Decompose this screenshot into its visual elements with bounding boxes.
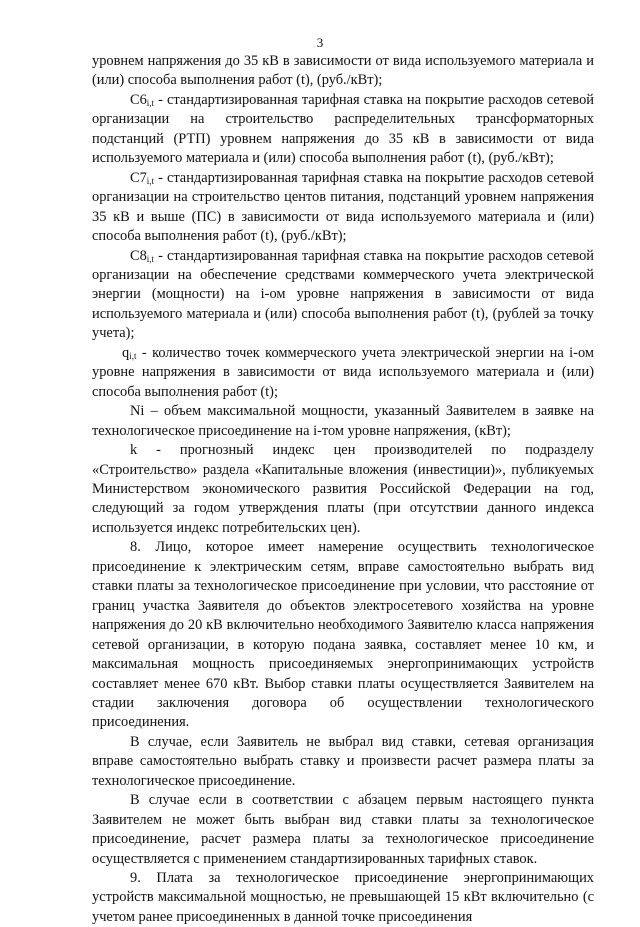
definition-c7: - стандартизированная тарифная ставка на покрытие расходов сетевой организации на строительство центов питания, подстанций уровнем напряжения 35 кВ и выше (ПС) в зависимости от вида используемого материала и (или) способа выполнения работ (t), (руб./кВт); xyxy=(92,169,594,245)
subscript-c6: i,t xyxy=(146,97,155,108)
paragraph-rate-choice: В случае, если Заявитель не выбрал вид ставки, сетевая организация вправе самостоятельно выбрать ставку и произвести расчет размера платы за технологическое присоединение. xyxy=(92,733,594,789)
definition-c8: - стандартизированная тарифная ставка на покрытие расходов сетевой организации на обеспечение средствами коммерческого учета электрической энергии (мощности) на i-ом уровне напряжения в зависимости от вида используемого материала и (или) способа выполнения работ (t), (рублей за точку учета); xyxy=(92,247,594,342)
paragraph-standard-rates: В случае если в соответствии с абзацем первым настоящего пункта Заявителем не может быть выбран вид ставки платы за технологическое присоединение, расчет размера платы за технологическое присоединение осуществляется с применением стандартизированных тарифных ставок. xyxy=(92,792,594,867)
definition-c6: - стандартизированная тарифная ставка на покрытие расходов сетевой организации на строительство распределительных трансформаторных подстанций (РТП) уровнем напряжения до 35 кВ в зависимости от вида используемого материала и (или) способа выполнения работ (t), (руб./кВт); xyxy=(92,91,594,167)
paragraph-continuation: уровнем напряжения до 35 кВ в зависимости от вида используемого материала и (или) способа выполнения работ (t), (руб./кВт); xyxy=(92,53,594,89)
symbol-q: q xyxy=(122,344,130,361)
subscript-c8: i,t xyxy=(146,253,155,264)
paragraph-q-definition xyxy=(92,344,594,402)
subscript-c7: i,t xyxy=(146,175,155,186)
paragraph-k-definition: k - прогнозный индекс цен производителей по подразделу «Строительство» раздела «Капитальные вложения (инвестиции)», публикуемых Министерством экономического развития Российской Федерации на год, следующий за годом утверждения платы (при отсутствии данного индекса используется индекс потребительских цен). xyxy=(92,442,594,536)
paragraph-item-9: 9. Плата за технологическое присоединение энергопринимающих устройств максимальной мощностью, не превышающей 15 кВт включительно (с учетом ранее присоединенных в данной точке присоединения xyxy=(92,870,594,925)
paragraph-c6-definition xyxy=(92,91,594,169)
symbol-c8: С8 xyxy=(130,247,147,264)
symbol-c6: С6 xyxy=(130,91,147,108)
page-number: 3 xyxy=(316,35,324,50)
definition-q: - количество точек коммерческого учета электрической энергии на i-ом уровне напряжения в зависимости от вида используемого материала и (или) способа выполнения работ (t); xyxy=(92,344,594,400)
document-body xyxy=(92,52,594,927)
paragraph-item-8: 8. Лицо, которое имеет намерение осуществить технологическое присоединение к электрическим сетям, вправе самостоятельно выбрать вид ставки платы за технологическое присоединение при условии, что расстояние от границ участка Заявителя до объектов электросетевого хозяйства на уровне напряжения до 20 кВ включительно необходимого Заявителю класса напряжения сетевой организации, в которую подана заявка, составляет менее 10 км, и максимальная мощность присоединяемых энергопринимающих устройств составляет менее 670 кВт. Выбор ставки платы осуществляется Заявителем на стадии заключения договора об осуществлении технологического присоединения. xyxy=(92,539,594,731)
subscript-q: i,t xyxy=(129,350,137,361)
symbol-c7: С7 xyxy=(130,169,147,186)
paragraph-c8-definition xyxy=(92,247,594,344)
paragraph-c7-definition xyxy=(92,169,594,247)
paragraph-ni-definition: Ni – объем максимальной мощности, указанный Заявителем в заявке на технологическое присоединение на i-том уровне напряжения, (кВт); xyxy=(92,403,594,439)
